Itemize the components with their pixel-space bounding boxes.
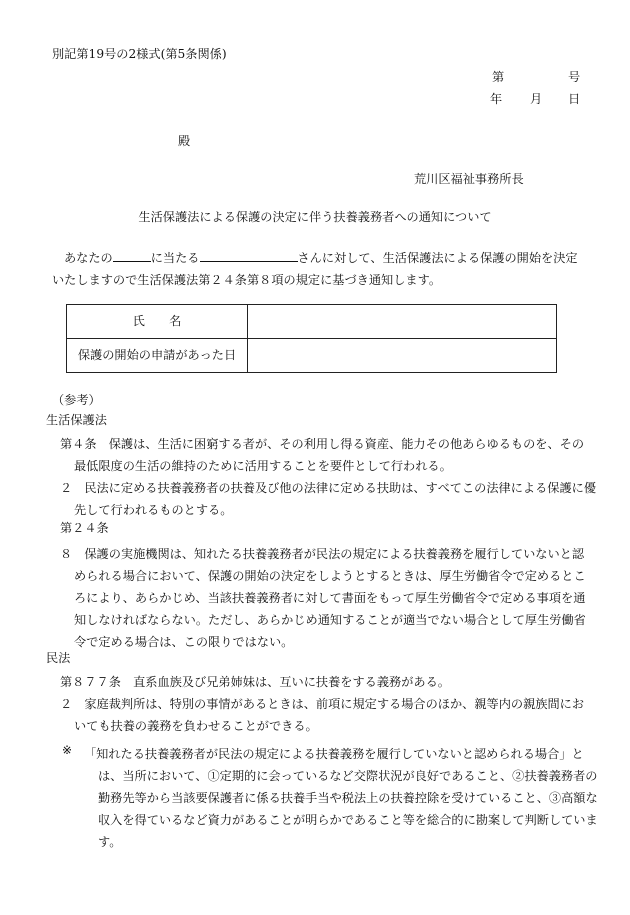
document-number: [492, 70, 581, 86]
name-label: 氏 名: [67, 305, 248, 339]
application-date-label: 保護の開始の申請があった日: [67, 339, 248, 373]
notice-body: [52, 247, 582, 291]
date-day: 日: [568, 92, 581, 106]
document-title: 生活保護法による保護の決定に伴う扶養義務者への通知について: [138, 210, 492, 224]
name-value: [248, 305, 557, 339]
law2-article877-2: ２ 家庭裁判所は、特別の事情があるときは、前項に規定する場合のほか、親等内の親族間においても扶養の義務を負わせることができる。: [60, 697, 585, 733]
law1-title: 生活保護法: [46, 413, 107, 427]
table-row: [67, 339, 557, 373]
law1-article24-8: ８ 保護の実施機関は、知れたる扶養義務者が民法の規定による扶養義務を履行していないと認められる場合において、保護の開始の決定をしようとするときは、厚生労働省令で定めるところにより、あらかじめ、当該扶養義務者に対して書面をもって厚生労働省令で定める事項を通知しなければならない。ただし、あらかじめ通知することが適当でない場合として厚生労働省令で定める場合は、この限りではない。: [60, 547, 586, 649]
table-row: [67, 305, 557, 339]
relationship-blank: [113, 249, 151, 262]
note-text: 「知れたる扶養義務者が民法の規定による扶養義務を履行していないと認められる場合」とは、当所において、①定期的に会っているなど交際状況が良好であること、②扶養義務者の勤務先等から当該要保護者に係る扶養手当や税法上の扶養控除を受けていること、③高額な収入を得ているなど資力があることが明らかであること等を総合的に勘案して判断しています。: [84, 747, 598, 849]
body-part3: さんに対して、生活保護法による保護の開始を決定いたしますので生活保護法第２４条第８項の規定に基づき通知します。: [52, 251, 578, 287]
body-part1: あなたの: [64, 251, 113, 265]
note-mark: ※: [62, 743, 73, 757]
info-table: [66, 304, 557, 373]
doc-no-suffix: 号: [568, 70, 581, 84]
law1-article24-title: 第２４条: [60, 521, 109, 535]
form-number: 別記第19号の2様式(第5条関係): [52, 47, 227, 61]
application-date-value: [248, 339, 557, 373]
addressee-suffix: 殿: [178, 134, 191, 148]
law1-article4-2: ２ 民法に定める扶養義務者の扶養及び他の法律に定める扶助は、すべてこの法律による保護に優先して行われるものとする。: [60, 481, 597, 517]
sender: 荒川区福祉事務所長: [414, 172, 524, 186]
doc-no-prefix: 第: [492, 70, 505, 84]
law2-article877: 第８７７条 直系血族及び兄弟姉妹は、互いに扶養をする義務がある。: [60, 675, 450, 689]
name-blank: [200, 249, 298, 262]
body-part2: に当たる: [150, 251, 200, 265]
document-date: [490, 92, 580, 108]
law2-title: 民法: [46, 651, 71, 665]
law1-article4: 第４条 保護は、生活に困窮する者が、その利用し得る資産、能力その他あらゆるものを、その最低限度の生活の維持のために活用することを要件として行われる。: [60, 437, 585, 473]
date-month: 月: [530, 92, 543, 106]
date-year: 年: [490, 92, 503, 106]
reference-heading: （参考）: [52, 393, 101, 407]
